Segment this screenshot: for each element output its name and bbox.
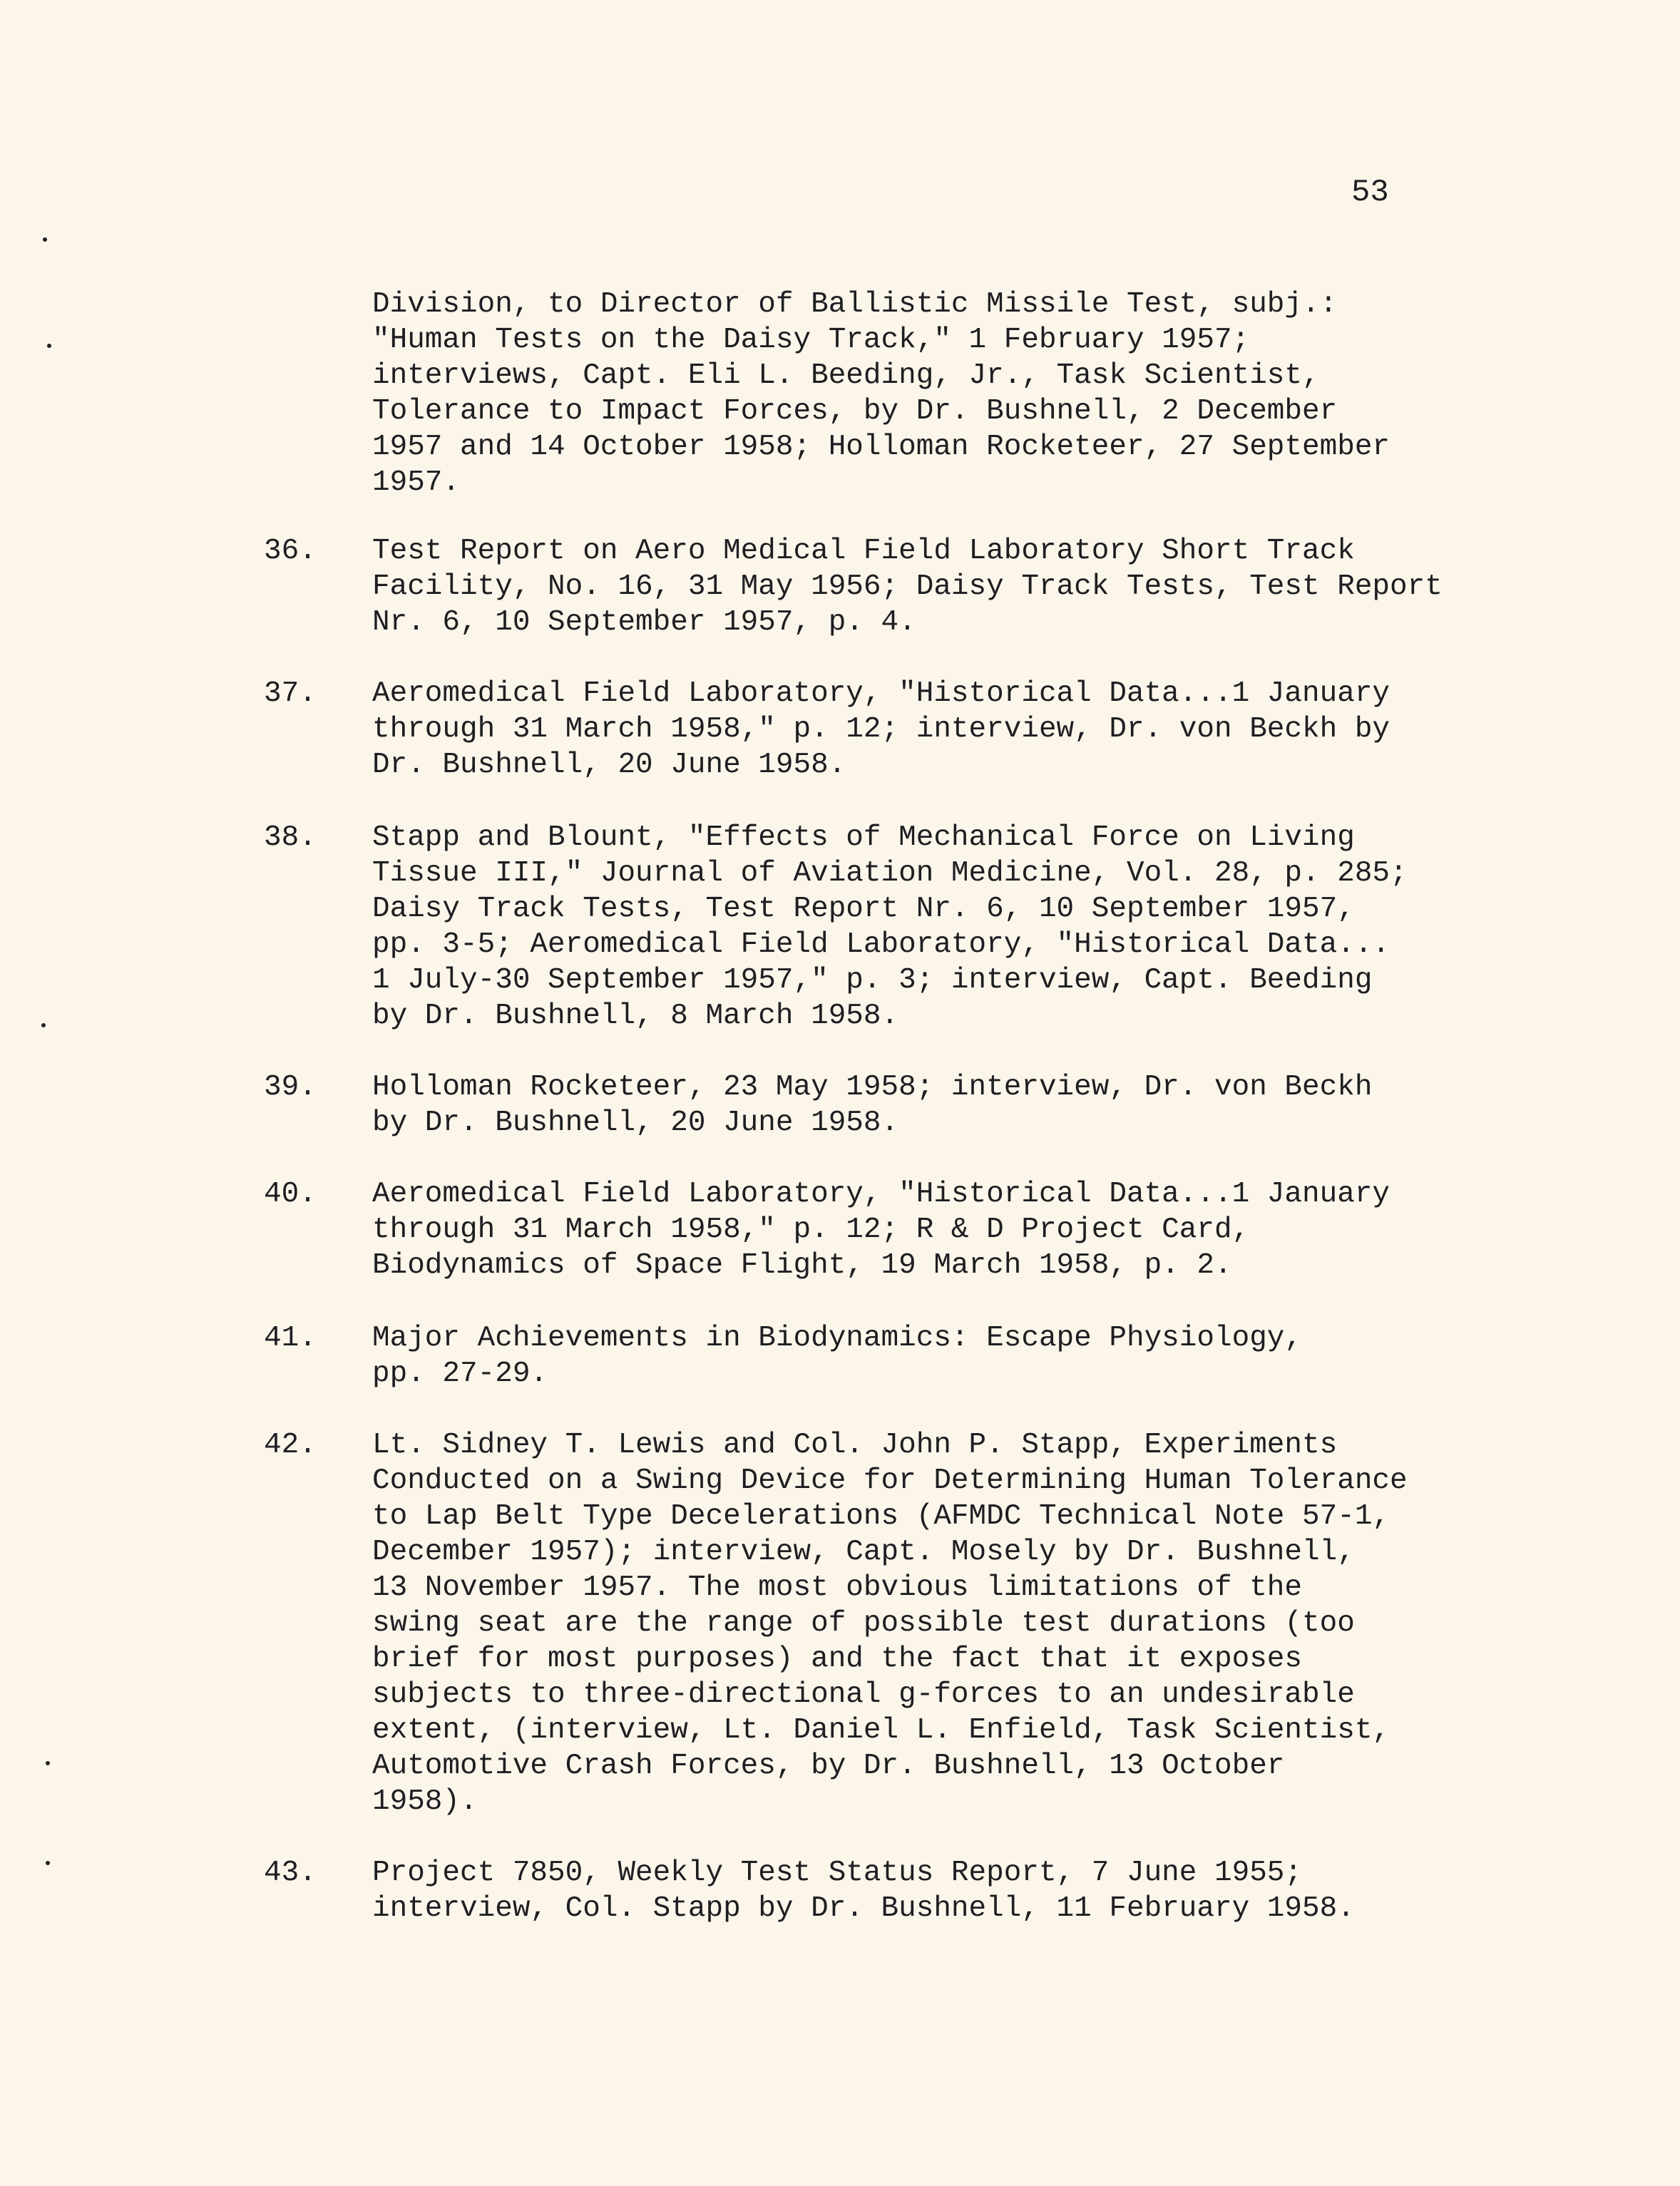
footnote-text: Major Achievements in Biodynamics: Escape Physiology, pp. 27-29.: [372, 1322, 1303, 1390]
footnote-text: Project 7850, Weekly Test Status Report, 7 June 1955; interview, Col. Stapp by Dr. Bushnell, 11 February 1958.: [372, 1857, 1355, 1925]
footnote-number: 42.: [264, 1429, 317, 1462]
footnote-number: 40.: [264, 1178, 317, 1211]
footnote-number: 38.: [264, 821, 317, 854]
footnote-text: Aeromedical Field Laboratory, "Historical Data...1 January through 31 March 1958," p. 12; R & D Project Card, Biodynamics of Space Flight, 19 March 1958, p. 2.: [372, 1178, 1390, 1282]
footnote-text: Lt. Sidney T. Lewis and Col. John P. Stapp, Experiments Conducted on a Swing Device for Determining Human Tolerance to Lap Belt Type Decelerations (AFMDC Technical Note 57-1, December 1957); interview, Capt. Mosely by Dr. Bushnell, 13 November 1957. The most obvious limitations of the swing seat are the range of possible test durations (too brief for most purposes) and the fact that it exposes subjects to three-directional g-forces to an undesirable extent, (interview, Lt. Daniel L. Enfield, Task Scientist, Automotive Crash Forces, by Dr. Bushnell, 13 October 1958).: [372, 1429, 1408, 1818]
footnote-number: 37.: [264, 677, 317, 710]
footnote-text: Holloman Rocketeer, 23 May 1958; interview, Dr. von Beckh by Dr. Bushnell, 20 June 1958.: [372, 1071, 1373, 1139]
footnote-text: Test Report on Aero Medical Field Laboratory Short Track Facility, No. 16, 31 May 1956; Daisy Track Tests, Test Report Nr. 6, 10 September 1957, p. 4.: [372, 535, 1443, 639]
continued-footnote: Division, to Director of Ballistic Missile Test, subj.: "Human Tests on the Daisy Track," 1 February 1957; interviews, Capt. Eli L. Beeding, Jr., Task Scientist, Tolerance to Impact Forces, by Dr. Bushnell, 2 December 1957 and 14 October 1958; Holloman Rocketeer, 27 September 1957.: [372, 288, 1390, 499]
page-number: 53: [1351, 175, 1389, 210]
footnote-text: Aeromedical Field Laboratory, "Historical Data...1 January through 31 March 1958," p. 12; interview, Dr. von Beckh by Dr. Bushnell, 20 June 1958.: [372, 677, 1390, 781]
margin-speck: [41, 1023, 46, 1027]
footnote-number: 39.: [264, 1071, 317, 1104]
margin-speck: [46, 1761, 50, 1765]
footnote-number: 41.: [264, 1322, 317, 1355]
footnote-text: Stapp and Blount, "Effects of Mechanical Force on Living Tissue III," Journal of Aviation Medicine, Vol. 28, p. 285; Daisy Track Tests, Test Report Nr. 6, 10 September 1957, pp. 3-5; Aeromedical Field Laboratory, "Historical Data... 1 July-30 September 1957," p. 3; interview, Capt. Beeding by Dr. Bushnell, 8 March 1958.: [372, 821, 1408, 1032]
footnote-number: 36.: [264, 535, 317, 568]
margin-speck: [47, 344, 51, 348]
margin-speck: [46, 1861, 50, 1865]
margin-speck: [43, 237, 47, 242]
footnote-number: 43.: [264, 1857, 317, 1889]
